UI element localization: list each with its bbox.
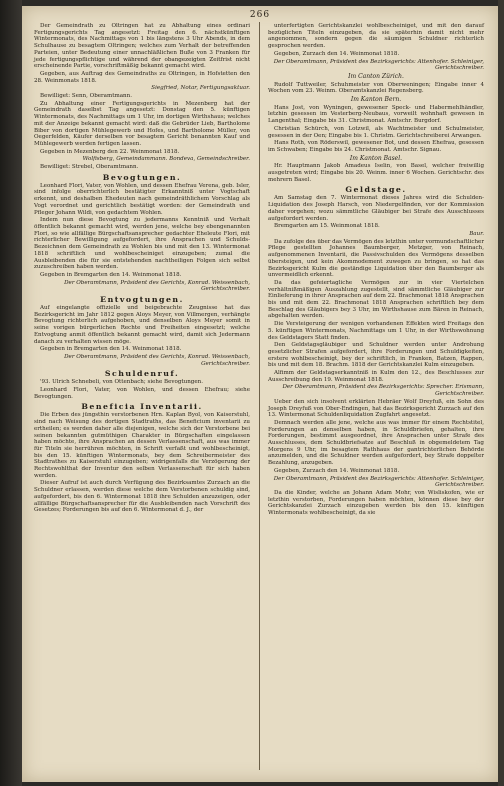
signature-line: Der Oberamtmann, Präsident des Bezirksgerichts: Attenhofer. Schleiniger, Gerichtschreiber. [273, 58, 484, 72]
paragraph: Den Geldstagsgläubiger und Schuldner werden unter Androhung gesetzlicher Strafen aufgefordert, ihre Forderungen und Schuldigkeiten, erstere wohlbescheinigt, bey der schriftlich, in Franken, Batzen, Rappen, bis und mit dem 18. Brachm. 1818 der Gerichtskanzlei Kulm einzugeben. [268, 342, 484, 369]
paragraph: Leonhard Flori, Vater, von Wohlen, und dessen Ehefrau; siehe Bevogtungen. [34, 387, 250, 400]
paragraph: Christian Schürch, von Lotzwil, als Wachtmeister und Schulmeister, gesessen in der Oen; Eingabe bis 1. Christm. Gerichtschreiberei Arwangen. [268, 125, 484, 139]
paragraph: Die Versteigerung der wenigen vorhandenen Effekten wird Freitags den 5. künftigen Wintermonats, Nachmittags um 1 Uhr, in der Wirthswohnung des Geldstagers Statt finden. [268, 321, 484, 341]
paragraph: Bewilliget: Strebel, Oberamtmann. [40, 164, 139, 171]
paragraph: Der Gemeindrath zu Oltringen hat zu Abhaltung eines ordinari Fertigungsgerichts Tag angesetzt: Freitag den 6. nächstkünftigen Wintermonats, des Nachmittags von 1 bis längstens 3 Uhr Abends, in dem Schulhause zu besagtem Oltringen; welches zum Verhalt der betreffenden Parteien, unter Bedeutung einer unnachläßlichen Buße von 3 Franken für jede fertigungspflichtige und während der obangezeigten Zeitfrist nicht erscheinende Partie, vorschriftmäßig bekannt gemacht wird. [34, 23, 250, 70]
scan-right-edge [498, 0, 504, 786]
scan-left-margin [0, 0, 22, 786]
signature-line: Wolfisberg, Gemeindammann. Bondeva, Gemeindschreiber. [82, 156, 250, 163]
paragraph: Hr. Hauptmann Jakob Amadeus Iselin, von Basel, welcher freiwillig ausgetreten wird; Eingabe bis 20. Weinm. inner 6 Wochen. Gerichtschr. des mehrern Basel. [268, 163, 484, 183]
paragraph: Leonhard Flori, Vater, von Wohlen, und dessen Ehefrau Verena, geb. Isler, sind infolge oberrichterlich bestätigter Erkanntniß unter Vogtschaft erkennt, und deshalben Ehedeuten nach gemeindräthlichem Vorschlag als Vogt verordnet und gerichtlich bestätigt worden: der Gemeindrath und Pfleger Johann Wildi, von gedachtem Wohlen. [34, 182, 250, 216]
paragraph: Gegeben in Bremgarten den 14. Weinmonat 1818. [40, 346, 182, 353]
paragraph: Zu Abhaltung einer Fertigungsgerichts in Mezenberg hat der Gemeindrath daselbst Tag angesetzt: Donstag den 5. künftigen Wintermonats, des Nachmittags um 1 Uhr, im dortigen Wirthshaus; welches mit der Anzeige bekannt gemacht wird: daß die Gebrüder Lieb, Bartholome Biber von dortigen Mühlegewerb und Hofes, und Bartholome Müller, von Oegerfelden, Käufer derselben vor besagtem Gericht benannten Kauf und Mühlegewerb werden fertigen lassen. [34, 100, 250, 147]
paragraph: Demnach werden alle jene, welche aus was immer für einem Rechtstitel, Forderungen an denselben haben, in Schuldbriefen, gehalten, ihre Forderungen, bestimmt ausgeordnet, ihre Ansprachen unter Strafe des Ausschlusses, dem Schuldbriefsatze auf Beschluß in obgemeldetem Tag Morgens 9 Uhr, im besagtem Rathhaus der gantrichterlichen Behörde anzumelden, und die Schuldner werden aufgefordert, bey Strafe doppelter Bezahlung, anzugeben. [268, 419, 484, 467]
signature-line: Der Oberamtmann, Präsident des Gerichts, Konrad. Weissenbach, Gerichtschreiber. [64, 279, 250, 293]
section-heading: Beneficia Inventarii. [81, 402, 203, 412]
signature-line: Baur. [469, 230, 484, 237]
paragraph: Hans Jost, von Wyningen, gewesener Speck- und Habermehlhändler, letzhin gesessen im Vesterberg-Neubaus, vorweilt wohnhaft gewesen in Langenthal; Eingabe bis 31. Christmonat. Amtschr. Burgdorf. [268, 104, 484, 125]
paragraph: Ueber den sich insolvent erklärten Hebräer Wolf Dreyfuß, ein Sohn des Joseph Dreyfuß von Ober-Endingen, hat das Bezirksgericht Zurzach auf den 13. Wintermonat Schuldenliquidation Zugfahrt angesetzt. [268, 398, 484, 419]
signature-line: Der Oberamtmann, Präsident des Gerichts, Konrad. Weissenbach, Gerichtschreiber. [64, 353, 250, 367]
column-divider [259, 22, 260, 770]
page-number: 266 [249, 10, 271, 20]
section-heading: Geldstage. [345, 185, 407, 195]
signature-line: Der Oberamtmann, Präsident des Bezirksgerichts: Sprecher. Erismann, Gerichtschreiber. [282, 384, 484, 398]
paragraph: Indem nun diese Bevogtung zu jedermanns Kenntniß und Verhalt öffentlich bekannt gemacht wird, werden jene, welche bey ebengenannten Flori, so wie allfällige Bürgschaftsansprecher gedachter Eheleute Flori, mit richterlicher Bewilligung aufgefordert, ihre Ansprachen und Schulds-Bezeichnen dem Gemeindrath zu Wohlen bis und mit den 13. Wintermonat 1818 schriftlich und wohlbescheiniget einzugeben; zumal die Ausbleibenden die für sie entstehenden nachtheiligen Folgen sich selbst zuzuschreiben haben werden. [34, 217, 250, 271]
paragraph: Hans Roth, von Röderswil, gewesener Bot, und dessen Ehefrau, gesessen im Schwaben; Eingabe bis 24. Christmonat. Amtschr. Signau. [268, 140, 484, 153]
paragraph: unterfertigten Gerichtskanzlei wohlbescheiniget, und mit den darauf bezüglichen Titeln einzugeben, da sie späterhin damit nicht mehr angenommen, sondern gegen die säumigen Schuldner richterlich gesprochen werden. [268, 23, 484, 50]
paragraph: Am Samstag den 7. Wintermonat dieses Jahres wird die Schulden-Liquidation des Joseph Harsch, von Niedergelfinden, vor der Kommission daher vorgehen; wozu sämmtliche Gläubiger bei Strafe des Ausschlusses aufgefordert werden. [268, 195, 484, 222]
canton-subheading: Im Kanton Bern. [350, 96, 402, 104]
paragraph: Gegeben, aus Auftrag des Gemeindraths zu Oltringen, in Hofstetten den 28. Weinmonats 1818. [34, 70, 250, 84]
paragraph: Auf eingelangte offizielle und beigebrachte Zeugnisse hat das Bezirksgericht im Jahr 1812 gegen Aloys Meyer, von Villmergen, verhängte Bevogtung richterlich aufgehoben, und denselben Aloys Meyer somit in seine vorigen bürgerlichen Rechte und Freiheiten eingesetzt; welche Entvogtung anmit öffentlich bekannt gemacht wird, damit sich Jedermann danach zu verhalten wissen möge. [34, 305, 250, 345]
paragraph: Gegeben in Mezenberg den 22. Weinmonat 1818. [40, 148, 180, 155]
paragraph: '93. Ulrich Schnebeli, von Ottenbach; siehe Bevogtungen. [40, 379, 203, 386]
paragraph: Die Erben des jüngsthin verstorbenen Hrn. Kaplan Byol, von Kaiserstuhl, sind nach Weisung des dortigen Stadtraths, das Beneficium inventarii zu ertheilen; es werden daher alle diejenigen, welche sich der Verstorbene bei seinen bekannten gutmüthigen Charakter in Bürgschaften eingelassen haben möchte, ihre Ansprachen an dessen Verlassenschaft, aus was immer für Titeln sie herrühren möchten, in Schrift verfaßt und wohlbescheinigt, bis den 15. künftigen Wintermonats, bey dem Schreibermeister des Stadtrathes zu Kaiserstuhl einzugeben; widrigenfalls die Verzögerung der Rechtswohlthat der Inventur den selben Verlassenschaft für sich haben werden. [34, 412, 250, 479]
paragraph: Da zufolge des über das Vermögen des letzthin unter vormundschaftlicher Pflege gestellten Johannes Baumberger, Metzger, von Reinach, aufgenommenen Inventarii, die Passivschulden des Vermögens desselben übersteigen, und kein Akommodement zuwegen zu bringen, so hat das Bezirksgericht Kulm die geständige Liquidation über den Baumberger als unvermeidlich erkennt. [268, 238, 484, 279]
paragraph: Da das gefeiertagliche Vermögen zur in vier Viertelchen verhältnißmäßigen Auszahlung zugestellt, sind sämmtliche Gläubiger zur Einlieferung in ihrer Ansprachen auf dem 22. Brachmonat 1818 Ansprachen bis und mit dem 22. Brachmonat 1818 Ansprachen schriftlich bey dem Beschlag des Gläubigers bey 3 Uhr, im Wirthshause zum Bären in Reinach, abgehalten werden. [268, 279, 484, 320]
paragraph: Gegeben, Zurzach den 14. Weinmonat 1818. [274, 50, 400, 57]
section-heading: Bevogtungen. [102, 172, 182, 182]
canton-subheading: Im Kanton Basel. [349, 154, 403, 162]
paragraph: Bewilliget: Senn, Oberamtmann. [40, 93, 132, 100]
signature-line: Siegfried, Notar, Fertigungsaktuar. [151, 85, 250, 92]
paragraph: Rudolf Tuttweiler, Schuhmeister von Oberweningen; Eingabe inner 4 Wochen vom 23. Weinm. Oberamtskanzlei Regensberg. [268, 81, 484, 95]
paragraph: Gegeben in Bremgarten den 14. Weinmonat 1818. [40, 271, 182, 278]
canton-subheading: Im Canton Zürich. [348, 72, 404, 80]
section-heading: Schuldenruf. [104, 369, 180, 379]
paragraph: Da die Kinder, welche an Johann Adam Mohr, von Wisliskofen, wie er letzthin verstorben, Forderungen haben möchten, können diese bey der Gerichtskanzlei Zurzach einzugeben werden bis den 15. künftigen Wintermonats wohlbescheinigt, da sie [268, 490, 484, 517]
paragraph: Dieser Aufruf ist auch durch Verfügung des Bezirksamtes Zurzach an die Schuldner erlassen, werden diese welche dem Verstorbenen schuldig sind, aufgefordert, bis den 6. Wintermonat 1818 ihre Schulden anzuzeigen, oder allfällige Bürgschaftsansprecher für die Ausbleibenden nach Vorschrift des Gesetzes; Forderungen bis auf den 6. Wintermonat d. J., der [34, 480, 250, 514]
right-column [268, 23, 484, 518]
section-heading: Entvogtungen. [100, 295, 184, 305]
left-column [34, 23, 250, 515]
paragraph: Alfimm der Geldstagserkanntniß in Kulm den 12., des Beschlusses zur Ausschreibung den 19. Weinmonat 1818. [268, 370, 484, 383]
paragraph: Bremgarten am 15. Weinmonat 1818. [274, 223, 380, 230]
signature-line: Der Oberamtmann, Präsident des Bezirksgerichts: Attenhofer. Schleiniger, Gerichtschreiber. [273, 475, 484, 489]
paragraph: Gegeben, Zurzach den 14. Weinmonat 1818. [274, 467, 400, 474]
newspaper-page [22, 6, 498, 782]
